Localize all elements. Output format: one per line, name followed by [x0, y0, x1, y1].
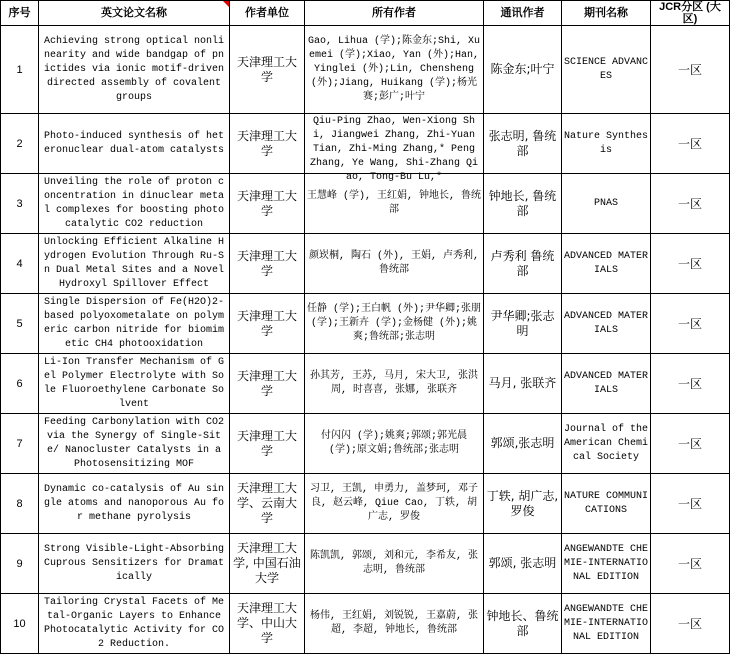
cell-index[interactable] — [1, 354, 39, 414]
cell-title[interactable] — [39, 534, 230, 594]
table-row — [1, 354, 730, 414]
header-row — [1, 1, 730, 26]
cell-authors-text: 任静 (学);王白帆 (外);尹华卿;张朋 (学);王新卉 (学);金杨健 (外);姚爽;鲁统部;张志明 — [307, 303, 482, 343]
cell-title-text: Photo-induced synthesis of heteronuclear dual-atom catalysts — [43, 130, 225, 156]
cell-journal[interactable] — [562, 414, 651, 474]
cell-journal[interactable] — [562, 234, 651, 294]
cell-jcr[interactable] — [651, 234, 730, 294]
cell-affiliation[interactable] — [230, 114, 305, 174]
cell-journal-text: ADVANCED MATERIALS — [564, 250, 649, 276]
cell-corresponding-text: 郭颂, 张志明 — [488, 556, 557, 570]
cell-authors-text: 王慧峰 (学), 王红娟, 钟地长, 鲁统部 — [307, 190, 482, 216]
cell-index[interactable] — [1, 26, 39, 114]
cell-title-text: Dynamic co-catalysis of Au single atoms and nanoporous Au for methane pyrolysis — [43, 483, 225, 523]
cell-title-text: Strong Visible-Light-Absorbing Cuprous Sensitizers for Dramatically — [43, 543, 225, 583]
cell-affiliation[interactable] — [230, 234, 305, 294]
cell-jcr-text: 一区 — [677, 436, 702, 451]
cell-affiliation-text: 天津理工大学、云南大学 — [236, 481, 297, 525]
cell-affiliation[interactable] — [230, 414, 305, 474]
table-row — [1, 594, 730, 654]
cell-corresponding-text: 丁轶, 胡广志, 罗俊 — [486, 488, 559, 518]
cell-title[interactable] — [39, 474, 230, 534]
cell-title[interactable] — [39, 294, 230, 354]
cell-affiliation-text: 天津理工大学, 中国石油大学 — [233, 541, 301, 585]
header-title[interactable] — [39, 1, 230, 26]
table-row — [1, 114, 730, 174]
cell-journal-text: Journal of the American Chemical Society — [564, 423, 649, 463]
cell-authors-text: 孙其芳, 王苏, 马月, 宋大卫, 张洪周, 时喜喜, 张娜, 张联齐 — [309, 370, 478, 396]
cell-journal-text: SCIENCE ADVANCES — [564, 56, 649, 82]
cell-affiliation-text: 天津理工大学 — [236, 128, 297, 158]
cell-corresponding[interactable] — [484, 234, 562, 294]
cell-jcr[interactable] — [651, 294, 730, 354]
cell-corresponding-text: 卢秀利 鲁统部 — [490, 248, 555, 278]
cell-affiliation-text: 天津理工大学 — [236, 188, 297, 218]
cell-index-text: 9 — [16, 557, 23, 570]
cell-affiliation-text: 天津理工大学、中山大学 — [236, 601, 297, 645]
cell-authors-text: 杨伟, 王红娟, 刘锐锐, 王嘉蔚, 张超, 李超, 钟地长, 鲁统部 — [309, 610, 478, 636]
cell-journal-text: NATURE COMMUNICATIONS — [564, 490, 649, 516]
cell-jcr-text: 一区 — [677, 196, 702, 211]
cell-affiliation[interactable] — [230, 354, 305, 414]
cell-affiliation-text: 天津理工大学 — [236, 248, 297, 278]
cell-authors-text: 颜崁桐, 陶石 (外), 王娟, 卢秀利, 鲁统部 — [308, 250, 479, 276]
table-row — [1, 534, 730, 594]
cell-corresponding[interactable] — [484, 294, 562, 354]
cell-jcr-text: 一区 — [677, 316, 702, 331]
cell-corresponding-text: 郭颂,张志明 — [490, 436, 555, 450]
cell-affiliation[interactable] — [230, 294, 305, 354]
cell-affiliation[interactable] — [230, 534, 305, 594]
cell-journal-text: ANGEWANDTE CHEMIE-INTERNATIONAL EDITION — [564, 603, 649, 643]
cell-journal-text: Nature Synthesis — [564, 130, 649, 156]
cell-index[interactable] — [1, 534, 39, 594]
cell-jcr-text: 一区 — [677, 376, 702, 391]
cell-title[interactable] — [39, 114, 230, 174]
cell-index-text: 1 — [16, 63, 23, 76]
cell-index[interactable] — [1, 174, 39, 234]
cell-title[interactable] — [39, 26, 230, 114]
cell-journal-text: ADVANCED MATERIALS — [564, 370, 649, 396]
cell-title[interactable] — [39, 594, 230, 654]
cell-affiliation-text: 天津理工大学 — [236, 308, 297, 338]
cell-authors[interactable] — [305, 234, 484, 294]
cell-jcr[interactable] — [651, 354, 730, 414]
cell-authors[interactable] — [305, 294, 484, 354]
cell-journal[interactable] — [562, 354, 651, 414]
cell-affiliation[interactable] — [230, 594, 305, 654]
cell-jcr-text: 一区 — [677, 616, 702, 631]
cell-authors[interactable] — [305, 414, 484, 474]
cell-authors[interactable] — [305, 474, 484, 534]
cell-jcr[interactable] — [651, 114, 730, 174]
cell-corresponding-text: 陈金东;叶宁 — [490, 62, 555, 76]
cell-authors-text: Qiu-Ping Zhao, Wen-Xiong Shi, Jiangwei Zhang, Zhi-Yuan Tian, Zhi-Ming Zhang,* Peng Zhang, Ye Wang, Shi-Zhang Qiao, Tong-Bu Lu,* — [309, 115, 479, 183]
cell-title-text: Tailoring Crystal Facets of Metal-Organic Layers to Enhance Photocatalytic Activity for CO2 Reduction. — [43, 596, 225, 650]
cell-journal[interactable] — [562, 294, 651, 354]
cell-journal[interactable] — [562, 474, 651, 534]
cell-title-text: Unlocking Efficient Alkaline Hydrogen Evolution Through Ru-Sn Dual Metal Sites and a Novel Hydroxyl Spillover Effect — [43, 236, 225, 290]
cell-jcr[interactable] — [651, 414, 730, 474]
table-row — [1, 26, 730, 114]
header-affiliation[interactable]: 作者单位 — [230, 1, 305, 26]
cell-corresponding-text: 马月, 张联齐 — [488, 376, 557, 390]
cell-index-text: 2 — [16, 137, 23, 150]
header-title-label: 英文论文名称 — [101, 7, 167, 19]
cell-corresponding[interactable] — [484, 174, 562, 234]
cell-jcr-text: 一区 — [677, 136, 702, 151]
cell-affiliation-text: 天津理工大学 — [236, 54, 297, 84]
cell-index-text: 10 — [13, 617, 26, 630]
cell-title[interactable] — [39, 414, 230, 474]
cell-journal-text: PNAS — [593, 197, 618, 209]
cell-jcr-text: 一区 — [677, 256, 702, 271]
cell-corresponding-text: 张志明, 鲁统部 — [488, 128, 557, 158]
cell-index[interactable] — [1, 474, 39, 534]
comment-indicator-icon — [223, 1, 229, 7]
cell-title[interactable] — [39, 234, 230, 294]
cell-jcr[interactable] — [651, 474, 730, 534]
cell-authors-text: 陈凯凯, 郭颂, 刘和元, 李希友, 张志明, 鲁统部 — [309, 550, 478, 576]
cell-jcr[interactable] — [651, 174, 730, 234]
cell-index[interactable] — [1, 114, 39, 174]
table-row — [1, 234, 730, 294]
cell-jcr[interactable] — [651, 594, 730, 654]
cell-journal[interactable] — [562, 114, 651, 174]
cell-index[interactable] — [1, 414, 39, 474]
cell-authors-text: 付闪闪 (学);姚爽;郭颂;郭光晨 (学);原文娟;鲁统部;张志明 — [320, 430, 467, 456]
cell-affiliation[interactable] — [230, 26, 305, 114]
cell-authors-text: 习卫, 王凯, 申勇力, 盖梦珂, 邓子良, 赵云峰, Qiue Cao, 丁轶, 胡广志, 罗俊 — [309, 483, 478, 523]
cell-journal[interactable] — [562, 174, 651, 234]
cell-index-text: 7 — [16, 437, 23, 450]
cell-title-text: Unveiling the role of proton concentration in dinuclear metal complexes for boosting photocatalytic CO2 reduction — [43, 176, 225, 230]
cell-journal-text: ADVANCED MATERIALS — [564, 310, 649, 336]
cell-title[interactable] — [39, 354, 230, 414]
cell-jcr-text: 一区 — [677, 496, 702, 511]
cell-corresponding-text: 钟地长, 鲁统部 — [488, 188, 557, 218]
cell-authors[interactable] — [305, 26, 484, 114]
cell-jcr[interactable] — [651, 534, 730, 594]
cell-jcr-text: 一区 — [677, 556, 702, 571]
cell-affiliation-text: 天津理工大学 — [236, 428, 297, 458]
cell-authors[interactable] — [305, 594, 484, 654]
cell-index[interactable] — [1, 594, 39, 654]
cell-corresponding[interactable] — [484, 354, 562, 414]
cell-corresponding-text: 尹华卿;张志明 — [490, 308, 555, 338]
cell-jcr[interactable] — [651, 26, 730, 114]
cell-index-text: 6 — [16, 377, 23, 390]
cell-title-text: Single Dispersion of Fe(H2O)2-based polyoxometalate on polymeric carbon nitride for biomimetic CH4 photooxidation — [43, 296, 225, 350]
cell-affiliation[interactable] — [230, 174, 305, 234]
cell-corresponding[interactable] — [484, 534, 562, 594]
table-row — [1, 474, 730, 534]
cell-corresponding[interactable] — [484, 114, 562, 174]
cell-index-text: 8 — [16, 497, 23, 510]
cell-authors[interactable] — [305, 354, 484, 414]
cell-authors-text: Gao, Lihua (学);陈金东;Shi, Xuemei (学);Xiao, Yan (外);Han, Yinglei (外);Lin, Chensheng (外);Jiang, Huikang (学);杨光赛;彭广;叶宁 — [307, 35, 481, 103]
cell-title-text: Achieving strong optical nonlinearity and wide bandgap of pnictides via ionic motif-driven directed assembly of covalent groups — [43, 35, 225, 103]
header-index[interactable]: 序号 — [1, 1, 39, 26]
table-row — [1, 414, 730, 474]
cell-authors[interactable] — [305, 114, 484, 183]
header-jcr[interactable]: JCR分区 (大区) — [651, 1, 730, 26]
cell-affiliation-text: 天津理工大学 — [236, 368, 297, 398]
cell-index[interactable] — [1, 234, 39, 294]
cell-index-text: 3 — [16, 197, 23, 210]
cell-index-text: 4 — [16, 257, 23, 270]
cell-journal[interactable] — [562, 594, 651, 654]
cell-index-text: 5 — [16, 317, 23, 330]
cell-corresponding[interactable] — [484, 414, 562, 474]
cell-jcr-text: 一区 — [677, 62, 702, 77]
cell-affiliation[interactable] — [230, 474, 305, 534]
cell-journal[interactable] — [562, 26, 651, 114]
header-corresponding[interactable]: 通讯作者 — [484, 1, 562, 26]
table-row — [1, 294, 730, 354]
cell-corresponding[interactable] — [484, 26, 562, 114]
cell-index[interactable] — [1, 294, 39, 354]
cell-authors[interactable] — [305, 534, 484, 594]
cell-journal-text: ANGEWANDTE CHEMIE-INTERNATIONAL EDITION — [564, 543, 649, 583]
cell-title-text: Feeding Carbonylation with CO2 via the Synergy of Single-Site/ Nanocluster Catalysts in a Photosensitizing MOF — [43, 416, 225, 470]
header-journal[interactable]: 期刊名称 — [562, 1, 651, 26]
cell-corresponding[interactable] — [484, 594, 562, 654]
header-authors[interactable]: 所有作者 — [305, 1, 484, 26]
cell-title-text: Li-Ion Transfer Mechanism of Gel Polymer Electrolyte with Sole Fluoroethylene Carbonate Solvent — [43, 356, 225, 410]
cell-title[interactable] — [39, 174, 230, 234]
cell-corresponding[interactable] — [484, 474, 562, 534]
cell-journal[interactable] — [562, 534, 651, 594]
cell-corresponding-text: 钟地长、鲁统部 — [486, 608, 559, 638]
